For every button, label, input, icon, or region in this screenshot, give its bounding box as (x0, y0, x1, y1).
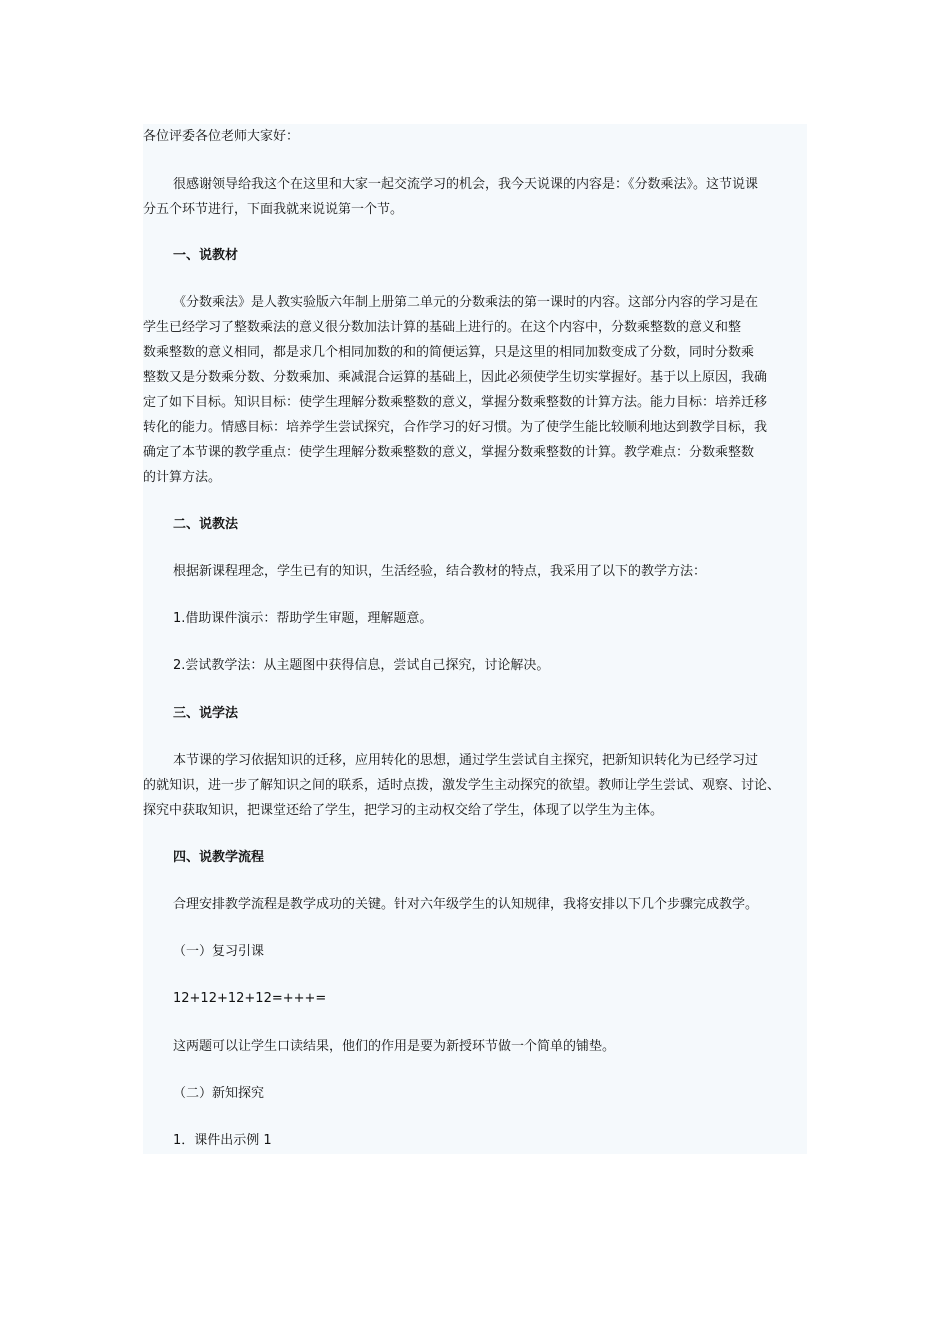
section-1-paragraph-line-7: 确定了本节课的教学重点：使学生理解分数乘整数的意义，掌握分数乘整数的计算。教学难点：分数乘整数 (143, 445, 755, 460)
section-heading-teaching-process: 四、说教学流程 (173, 850, 265, 865)
section-4-item-1: 1．课件出示例 1 (173, 1133, 272, 1148)
section-4-step-2: （二）新知探究 (173, 1086, 265, 1101)
section-4-step-1: （一）复习引课 (173, 944, 265, 959)
section-3-paragraph-line-1: 本节课的学习依据知识的迁移，应用转化的思想，通过学生尝试自主探究，把新知识转化为已经学习过 (173, 753, 759, 768)
section-2-paragraph: 根据新课程理念，学生已有的知识，生活经验，结合教材的特点，我采用了以下的教学方法： (173, 564, 707, 579)
section-2-item-2: 2.尝试教学法：从主题图中获得信息，尝试自己探究，讨论解决。 (173, 658, 550, 673)
section-4-note: 这两题可以让学生口读结果，他们的作用是要为新授环节做一个简单的铺垫。 (173, 1039, 616, 1054)
section-1-paragraph-line-6: 转化的能力。情感目标：培养学生尝试探究，合作学习的好习惯。为了使学生能比较顺利地达到教学目标，我 (143, 420, 768, 435)
section-1-paragraph-line-1: 《分数乘法》是人教实验版六年制上册第二单元的分数乘法的第一课时的内容。这部分内容的学习是在 (173, 295, 759, 310)
section-1-paragraph-line-8: 的计算方法。 (143, 470, 222, 485)
section-heading-teaching-methods: 二、说教法 (173, 517, 239, 532)
section-1-paragraph-line-5: 定了如下目标。知识目标：使学生理解分数乘整数的意义，掌握分数乘整数的计算方法。能力目标：培养迁移 (143, 395, 768, 410)
section-3-paragraph-line-3: 探究中获取知识，把课堂还给了学生，把学习的主动权交给了学生，体现了以学生为主体。 (143, 803, 664, 818)
section-heading-teaching-materials: 一、说教材 (173, 248, 239, 263)
greeting-line: 各位评委各位老师大家好： (143, 129, 300, 144)
section-1-paragraph-line-3: 数乘整数的意义相同，都是求几个相同加数的和的简便运算，只是这里的相同加数变成了分数，同时分数乘 (143, 345, 755, 360)
section-4-paragraph: 合理安排教学流程是教学成功的关键。针对六年级学生的认知规律，我将安排以下几个步骤完成教学。 (173, 897, 759, 912)
section-4-formula: 12+12+12+12=+++= (173, 991, 327, 1006)
section-3-paragraph-line-2: 的就知识，进一步了解知识之间的联系，适时点拨，激发学生主动探究的欲望。教师让学生尝试、观察、讨论、 (143, 778, 781, 793)
section-heading-learning-methods: 三、说学法 (173, 706, 239, 721)
document-content (143, 124, 807, 1154)
section-1-paragraph-line-4: 整数又是分数乘分数、分数乘加、乘减混合运算的基础上，因此必须使学生切实掌握好。基于以上原因，我确 (143, 370, 768, 385)
intro-line-1: 很感谢领导给我这个在这里和大家一起交流学习的机会，我今天说课的内容是：《分数乘法》。这节说课 (173, 177, 759, 192)
section-2-item-1: 1.借助课件演示：帮助学生审题，理解题意。 (173, 611, 433, 626)
intro-line-2: 分五个环节进行，下面我就来说说第一个节。 (143, 202, 404, 217)
section-1-paragraph-line-2: 学生已经学习了整数乘法的意义很分数加法计算的基础上进行的。在这个内容中，分数乘整数的意义和整 (143, 320, 742, 335)
